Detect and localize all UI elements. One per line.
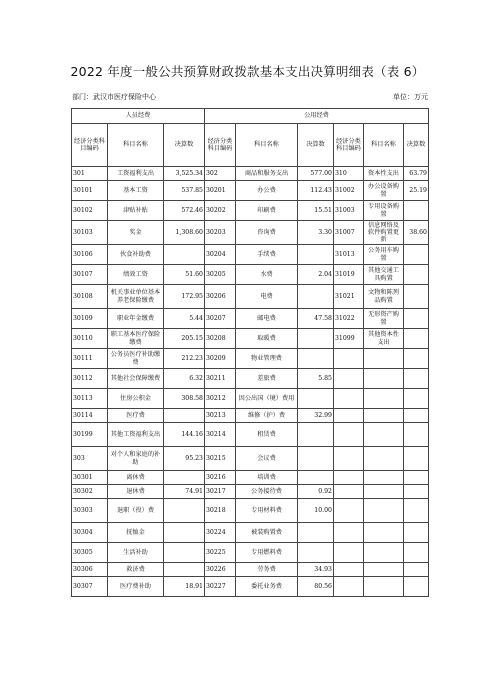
table-row: [72, 499, 429, 523]
name-cell: 资本性支出: [364, 167, 404, 181]
code-cell: 30213: [205, 409, 236, 423]
amount-cell: [298, 329, 334, 349]
code-cell: 31002: [334, 181, 364, 201]
table-row: [72, 349, 429, 369]
name-cell: 伙食补助费: [108, 245, 164, 265]
amount-cell: [404, 563, 429, 577]
table-row: [72, 471, 429, 485]
code-cell: 30227: [205, 577, 236, 597]
code-cell: [334, 349, 364, 369]
code-cell: 303: [72, 447, 108, 471]
amount-cell: 572.46: [164, 201, 205, 221]
amount-cell: [298, 471, 334, 485]
name-cell: 救济费: [108, 563, 164, 577]
amount-cell: [298, 543, 334, 563]
table-row: [72, 181, 429, 201]
group-header-row: [72, 109, 429, 124]
col-header-name: 科目名称: [108, 124, 164, 167]
name-cell: 其他资本性支出: [364, 329, 404, 349]
code-cell: 30303: [72, 499, 108, 523]
amount-cell: 3.30: [298, 221, 334, 245]
code-cell: 30304: [72, 523, 108, 543]
amount-cell: 51.60: [164, 265, 205, 285]
amount-cell: 63.79: [404, 167, 429, 181]
table-row: [72, 309, 429, 329]
name-cell: 差旅费: [236, 369, 298, 389]
name-cell: 公务员医疗补助缴费: [108, 349, 164, 369]
code-cell: 30216: [205, 471, 236, 485]
amount-cell: 172.95: [164, 285, 205, 309]
code-cell: 30207: [205, 309, 236, 329]
col-header-name: 科目名称: [236, 124, 298, 167]
code-cell: [334, 523, 364, 543]
amount-cell: [298, 423, 334, 447]
code-cell: 30199: [72, 423, 108, 447]
table-row: [72, 423, 429, 447]
name-cell: 抚恤金: [108, 523, 164, 543]
name-cell: 公务接待费: [236, 485, 298, 499]
code-cell: 302: [205, 167, 236, 181]
name-cell: 办公费: [236, 181, 298, 201]
name-cell: [364, 577, 404, 597]
code-cell: [334, 389, 364, 409]
code-cell: 30204: [205, 245, 236, 265]
name-cell: 物业管理费: [236, 349, 298, 369]
amount-cell: [404, 245, 429, 265]
code-cell: 30102: [72, 201, 108, 221]
code-cell: 30307: [72, 577, 108, 597]
table-row: [72, 389, 429, 409]
code-cell: 30114: [72, 409, 108, 423]
table-row: [72, 485, 429, 499]
amount-cell: [404, 423, 429, 447]
amount-cell: [298, 523, 334, 543]
amount-cell: 6.32: [164, 369, 205, 389]
code-cell: 31003: [334, 201, 364, 221]
table-row: [72, 409, 429, 423]
name-cell: [364, 471, 404, 485]
name-cell: 其他交通工具购置: [364, 265, 404, 285]
public-group-header: 公用经费: [205, 109, 429, 124]
page-title: 2022 年度一般公共预算财政拨款基本支出决算明细表（表 6）: [70, 64, 425, 79]
amount-cell: 32.99: [298, 409, 334, 423]
name-cell: 奖金: [108, 221, 164, 245]
amount-cell: 144.16: [164, 423, 205, 447]
amount-cell: 112.43: [298, 181, 334, 201]
name-cell: 培训费: [236, 471, 298, 485]
amount-cell: 95.23: [164, 447, 205, 471]
amount-cell: [404, 329, 429, 349]
code-cell: 30211: [205, 369, 236, 389]
code-cell: 30214: [205, 423, 236, 447]
amount-cell: 38.60: [404, 221, 429, 245]
code-cell: 30112: [72, 369, 108, 389]
code-cell: 301: [72, 167, 108, 181]
code-cell: [334, 423, 364, 447]
amount-cell: [164, 523, 205, 543]
name-cell: 退职（役）费: [108, 499, 164, 523]
code-cell: 31099: [334, 329, 364, 349]
name-cell: 信息网络及软件购置更新: [364, 221, 404, 245]
name-cell: 委托业务费: [236, 577, 298, 597]
name-cell: 维修（护）费: [236, 409, 298, 423]
name-cell: [364, 499, 404, 523]
amount-cell: 80.56: [298, 577, 334, 597]
amount-cell: 5.44: [164, 309, 205, 329]
col-header-amount: 决算数: [404, 124, 429, 167]
code-cell: 30202: [205, 201, 236, 221]
name-cell: 津贴补贴: [108, 201, 164, 221]
name-cell: 邮电费: [236, 309, 298, 329]
amount-cell: [404, 471, 429, 485]
amount-cell: [164, 245, 205, 265]
code-cell: 30113: [72, 389, 108, 409]
amount-cell: 577.00: [298, 167, 334, 181]
name-cell: [364, 369, 404, 389]
amount-cell: 0.92: [298, 485, 334, 499]
amount-cell: [404, 285, 429, 309]
code-cell: [334, 499, 364, 523]
amount-cell: 537.85: [164, 181, 205, 201]
code-cell: 30201: [205, 181, 236, 201]
amount-cell: [298, 245, 334, 265]
table-row: [72, 167, 429, 181]
name-cell: 专用设备购置: [364, 201, 404, 221]
name-cell: 公务用车购置: [364, 245, 404, 265]
col-header-name: 科目名称: [364, 124, 404, 167]
name-cell: 文物和陈列品购置: [364, 285, 404, 309]
code-cell: 30302: [72, 485, 108, 499]
code-cell: 31007: [334, 221, 364, 245]
unit-label: 单位：万元: [393, 93, 428, 101]
personnel-group-header: 人员经费: [72, 109, 205, 124]
code-cell: [334, 543, 364, 563]
amount-cell: [164, 563, 205, 577]
table-row: [72, 369, 429, 389]
name-cell: [364, 563, 404, 577]
name-cell: 生活补助: [108, 543, 164, 563]
amount-cell: [404, 447, 429, 471]
table-row: [72, 523, 429, 543]
name-cell: [364, 523, 404, 543]
name-cell: 会议费: [236, 447, 298, 471]
code-cell: 30218: [205, 499, 236, 523]
code-cell: 30107: [72, 265, 108, 285]
name-cell: 印刷费: [236, 201, 298, 221]
amount-cell: [164, 409, 205, 423]
name-cell: 退休费: [108, 485, 164, 499]
amount-cell: [404, 369, 429, 389]
code-cell: 30209: [205, 349, 236, 369]
name-cell: [364, 485, 404, 499]
code-cell: 31019: [334, 265, 364, 285]
amount-cell: [164, 543, 205, 563]
department-label: 部门：武汉市医疗保险中心: [72, 93, 156, 101]
table-row: [72, 447, 429, 471]
code-cell: 30110: [72, 329, 108, 349]
column-header-row: [72, 124, 429, 167]
name-cell: 基本工资: [108, 181, 164, 201]
amount-cell: 3,525.34: [164, 167, 205, 181]
name-cell: 租赁费: [236, 423, 298, 447]
name-cell: [364, 423, 404, 447]
name-cell: [364, 447, 404, 471]
amount-cell: [404, 543, 429, 563]
amount-cell: [404, 485, 429, 499]
code-cell: 30106: [72, 245, 108, 265]
name-cell: 对个人和家庭的补助: [108, 447, 164, 471]
amount-cell: 25.19: [404, 181, 429, 201]
code-cell: 31022: [334, 309, 364, 329]
code-cell: [334, 369, 364, 389]
amount-cell: [404, 309, 429, 329]
code-cell: 30111: [72, 349, 108, 369]
name-cell: [364, 543, 404, 563]
table-row: [72, 201, 429, 221]
amount-cell: 18.91: [164, 577, 205, 597]
amount-cell: 2.04: [298, 265, 334, 285]
code-cell: 30109: [72, 309, 108, 329]
name-cell: 医疗费补助: [108, 577, 164, 597]
code-cell: 30205: [205, 265, 236, 285]
code-cell: 30301: [72, 471, 108, 485]
code-cell: 30305: [72, 543, 108, 563]
amount-cell: [404, 409, 429, 423]
code-cell: 30208: [205, 329, 236, 349]
name-cell: 被装购置费: [236, 523, 298, 543]
name-cell: 其他工资福利支出: [108, 423, 164, 447]
name-cell: [364, 409, 404, 423]
name-cell: 手续费: [236, 245, 298, 265]
name-cell: 职业年金缴费: [108, 309, 164, 329]
code-cell: 31021: [334, 285, 364, 309]
table-row: [72, 221, 429, 245]
name-cell: 专用材料费: [236, 499, 298, 523]
amount-cell: [298, 389, 334, 409]
name-cell: [364, 349, 404, 369]
name-cell: 办公设备购置: [364, 181, 404, 201]
code-cell: 30215: [205, 447, 236, 471]
amount-cell: [298, 285, 334, 309]
col-header-code: 经济分类科目编码: [72, 124, 108, 167]
table-body: [72, 167, 429, 597]
amount-cell: [164, 499, 205, 523]
code-cell: 30206: [205, 285, 236, 309]
amount-cell: [404, 349, 429, 369]
amount-cell: 308.58: [164, 389, 205, 409]
name-cell: 机关事业单位基本养老保险缴费: [108, 285, 164, 309]
name-cell: 医疗费: [108, 409, 164, 423]
col-header-amount: 决算数: [298, 124, 334, 167]
amount-cell: 5.85: [298, 369, 334, 389]
amount-cell: 205.15: [164, 329, 205, 349]
code-cell: 30225: [205, 543, 236, 563]
code-cell: 31013: [334, 245, 364, 265]
code-cell: 30226: [205, 563, 236, 577]
code-cell: [334, 485, 364, 499]
name-cell: 职工基本医疗保险缴费: [108, 329, 164, 349]
table-row: [72, 329, 429, 349]
col-header-amount: 决算数: [164, 124, 205, 167]
amount-cell: 15.51: [298, 201, 334, 221]
amount-cell: [404, 201, 429, 221]
code-cell: [334, 471, 364, 485]
code-cell: 30217: [205, 485, 236, 499]
amount-cell: [404, 389, 429, 409]
code-cell: 30306: [72, 563, 108, 577]
code-cell: 30103: [72, 221, 108, 245]
name-cell: [364, 389, 404, 409]
amount-cell: [298, 349, 334, 369]
amount-cell: [404, 265, 429, 285]
name-cell: 其他社会保障缴费: [108, 369, 164, 389]
code-cell: 30203: [205, 221, 236, 245]
col-header-code: 经济分类科目编码: [205, 124, 236, 167]
amount-cell: 1,308.60: [164, 221, 205, 245]
expenditure-table: [71, 108, 429, 597]
code-cell: [334, 577, 364, 597]
code-cell: 30108: [72, 285, 108, 309]
amount-cell: [404, 523, 429, 543]
name-cell: 取暖费: [236, 329, 298, 349]
amount-cell: [298, 447, 334, 471]
name-cell: 咨询费: [236, 221, 298, 245]
amount-cell: 74.91: [164, 485, 205, 499]
table-row: [72, 245, 429, 265]
table-row: [72, 577, 429, 597]
table-row: [72, 543, 429, 563]
code-cell: [334, 563, 364, 577]
code-cell: 30224: [205, 523, 236, 543]
table-row: [72, 285, 429, 309]
name-cell: 劳务费: [236, 563, 298, 577]
col-header-code: 经济分类科目编码: [334, 124, 364, 167]
code-cell: [334, 447, 364, 471]
table-row: [72, 265, 429, 285]
name-cell: 水费: [236, 265, 298, 285]
amount-cell: [404, 577, 429, 597]
name-cell: 因公出国（境）费用: [236, 389, 298, 409]
name-cell: 工资福利支出: [108, 167, 164, 181]
name-cell: 住房公积金: [108, 389, 164, 409]
code-cell: [334, 409, 364, 423]
amount-cell: 47.58: [298, 309, 334, 329]
name-cell: 无形资产购置: [364, 309, 404, 329]
amount-cell: [164, 471, 205, 485]
code-cell: 30101: [72, 181, 108, 201]
amount-cell: 10.00: [298, 499, 334, 523]
name-cell: 离休费: [108, 471, 164, 485]
amount-cell: [404, 499, 429, 523]
code-cell: 30212: [205, 389, 236, 409]
code-cell: 310: [334, 167, 364, 181]
name-cell: 商品和服务支出: [236, 167, 298, 181]
name-cell: 绩效工资: [108, 265, 164, 285]
amount-cell: 34.93: [298, 563, 334, 577]
table-row: [72, 563, 429, 577]
amount-cell: 212.23: [164, 349, 205, 369]
name-cell: 专用燃料费: [236, 543, 298, 563]
name-cell: 电费: [236, 285, 298, 309]
